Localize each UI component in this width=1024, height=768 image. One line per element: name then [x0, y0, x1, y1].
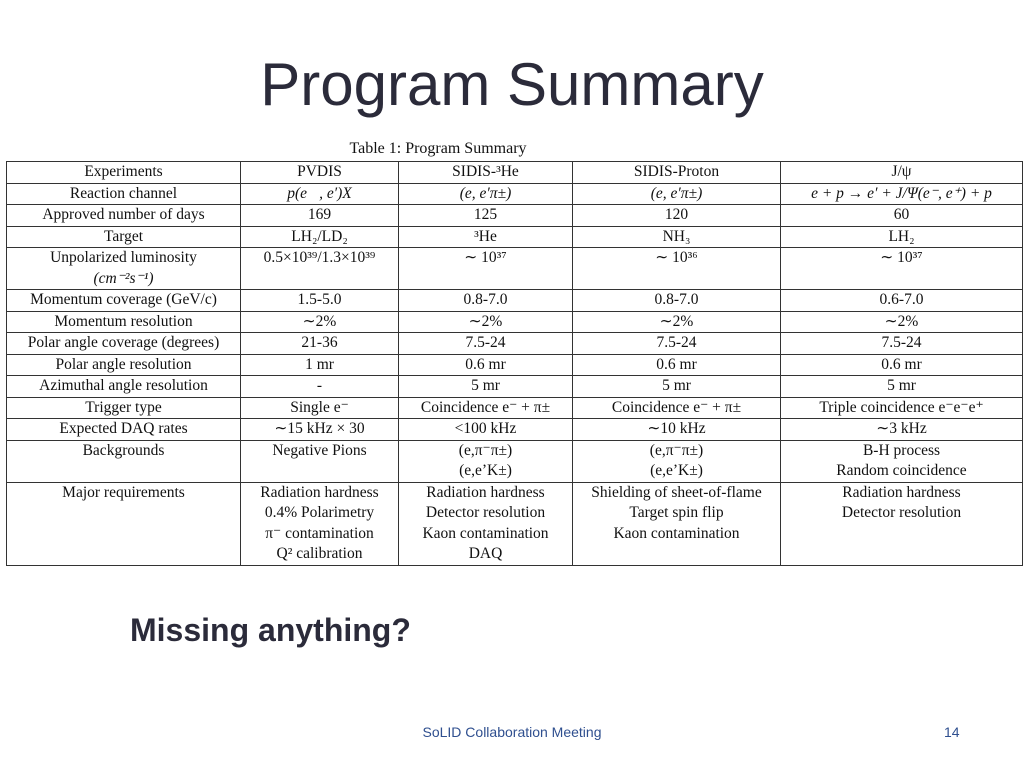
table-cell	[399, 311, 573, 333]
cell-line: ∼10 kHz	[647, 420, 706, 437]
table-cell	[241, 419, 399, 441]
cell-line: Detector resolution	[425, 504, 546, 521]
table-cell	[573, 397, 781, 419]
table-row	[7, 248, 1023, 290]
cell-line: Single e⁻	[290, 398, 349, 416]
slide-title: Program Summary	[260, 51, 764, 118]
cell-line: 0.8-7.0	[463, 291, 508, 308]
table-cell	[573, 183, 781, 205]
table-cell	[573, 419, 781, 441]
table-cell	[241, 311, 399, 333]
cell-line: ∼2%	[659, 312, 694, 330]
cell-line: ∼15 kHz × 30	[274, 420, 365, 437]
row-label-line: Unpolarized luminosity	[50, 249, 197, 266]
cell-line: Target spin flip	[629, 504, 724, 521]
table-cell	[399, 397, 573, 419]
cell-line: 0.6 mr	[881, 355, 922, 373]
table-cell	[241, 333, 399, 355]
cell-line: Q² calibration	[276, 545, 363, 562]
row-label-line: Approved number of days	[42, 206, 205, 223]
table-cell	[781, 226, 1023, 248]
cell-line: (e, e′π±)	[650, 184, 703, 202]
row-label-line: Reaction channel	[69, 184, 178, 202]
table-cell	[241, 440, 399, 482]
row-label	[7, 205, 241, 227]
table-cell	[781, 482, 1023, 565]
row-label	[7, 376, 241, 398]
row-label	[7, 226, 241, 248]
table-cell	[399, 419, 573, 441]
row-label-line: Polar angle coverage (degrees)	[27, 334, 220, 351]
table-cell	[399, 248, 573, 290]
table-row	[7, 419, 1023, 441]
table-cell	[573, 333, 781, 355]
cell-line: ∼2%	[884, 312, 919, 330]
table-cell	[573, 354, 781, 376]
row-label	[7, 482, 241, 565]
table-row	[7, 205, 1023, 227]
cell-line: Kaon contamination	[613, 524, 740, 542]
column-header-jpsi: J/ψ	[781, 162, 1023, 184]
table-cell	[781, 419, 1023, 441]
cell-line: 1 mr	[305, 355, 334, 373]
cell-line: Kaon contamination	[422, 524, 549, 542]
table-row	[7, 397, 1023, 419]
table-cell	[399, 290, 573, 312]
row-label	[7, 397, 241, 419]
cell-line: 0.6-7.0	[879, 291, 924, 308]
cell-line: (e,π⁻π±)	[649, 441, 704, 459]
table-cell	[573, 440, 781, 482]
table-cell	[399, 205, 573, 227]
column-header-sidis-proton: SIDIS-Proton	[573, 162, 781, 184]
cell-line: ∼ 10³⁷	[464, 249, 507, 266]
table-cell	[241, 482, 399, 565]
table-cell	[241, 183, 399, 205]
table-row	[7, 226, 1023, 248]
cell-line: (e,e’K±)	[650, 462, 703, 479]
cell-line: Detector resolution	[841, 504, 962, 521]
cell-line: 5 mr	[662, 377, 691, 394]
table-cell	[241, 248, 399, 290]
cell-line: ∼2%	[468, 312, 503, 330]
row-label-line: Azimuthal angle resolution	[39, 377, 208, 394]
table-cell	[781, 354, 1023, 376]
row-label	[7, 354, 241, 376]
cell-line: π⁻ contamination	[265, 524, 374, 542]
cell-line: ∼ 10³⁷	[880, 249, 923, 266]
table-cell	[573, 482, 781, 565]
table-cell	[399, 376, 573, 398]
footer-title: SoLID Collaboration Meeting	[422, 724, 602, 740]
table-cell	[399, 226, 573, 248]
table-cell	[399, 183, 573, 205]
row-label	[7, 311, 241, 333]
table-cell	[781, 205, 1023, 227]
table-cell	[781, 440, 1023, 482]
cell-line: (e,π⁻π±)	[458, 441, 513, 459]
table-cell	[573, 311, 781, 333]
table-cell	[781, 183, 1023, 205]
cell-line: LH₂	[888, 227, 915, 245]
cell-line: Negative Pions	[272, 441, 367, 459]
row-label	[7, 183, 241, 205]
cell-line: (e,e’K±)	[459, 462, 512, 479]
cell-line: 0.4% Polarimetry	[264, 504, 375, 521]
page-number: 14	[944, 724, 960, 740]
cell-line: 0.8-7.0	[654, 291, 699, 308]
table-cell	[241, 205, 399, 227]
table-row	[7, 440, 1023, 482]
missing-anything-question: Missing anything?	[130, 612, 411, 648]
cell-line: Radiation hardness	[842, 483, 961, 501]
cell-line: 1.5-5.0	[297, 291, 342, 308]
cell-line: ∼ 10³⁶	[655, 249, 698, 266]
cell-line: 125	[473, 206, 498, 223]
table-cell	[241, 376, 399, 398]
table-cell	[573, 290, 781, 312]
cell-line: ∼2%	[302, 312, 337, 330]
cell-line: Random coincidence	[836, 462, 967, 479]
cell-line: Triple coincidence e⁻e⁻e⁺	[819, 398, 984, 416]
table-cell	[573, 376, 781, 398]
cell-line: 0.6 mr	[465, 355, 506, 373]
cell-line: 5 mr	[887, 377, 916, 394]
cell-line: 21-36	[301, 334, 338, 351]
cell-line: B-H process	[862, 441, 941, 459]
program-summary-table	[6, 161, 1023, 566]
cell-line: 60	[893, 206, 910, 223]
cell-line: -	[316, 377, 323, 394]
cell-line: LH₂/LD₂	[291, 227, 348, 245]
table-row	[7, 290, 1023, 312]
row-label-line: Major requirements	[62, 483, 185, 501]
table-cell	[781, 397, 1023, 419]
table-cell	[241, 226, 399, 248]
cell-line: 7.5-24	[465, 334, 506, 351]
table-cell	[781, 248, 1023, 290]
cell-line: Coincidence e⁻ + π±	[611, 398, 742, 416]
table-cell	[399, 333, 573, 355]
row-label-line: Expected DAQ rates	[59, 420, 188, 437]
cell-line: 7.5-24	[656, 334, 697, 351]
table-cell	[781, 311, 1023, 333]
cell-line: ³He	[474, 227, 497, 245]
cell-line: p(e⃗, e′)X	[287, 184, 352, 202]
table-caption: Table 1: Program Summary	[349, 140, 527, 157]
table-row	[7, 482, 1023, 565]
row-label	[7, 290, 241, 312]
column-header-pvdis: PVDIS	[241, 162, 399, 184]
row-label-line: Target	[103, 227, 144, 245]
table-header-row	[7, 162, 1023, 184]
cell-line: 7.5-24	[881, 334, 922, 351]
table-cell	[573, 205, 781, 227]
cell-line: DAQ	[468, 545, 503, 562]
table-cell	[399, 482, 573, 565]
table-cell	[241, 397, 399, 419]
table-cell	[399, 440, 573, 482]
table-row	[7, 311, 1023, 333]
table-cell	[573, 226, 781, 248]
table-row	[7, 354, 1023, 376]
cell-line: <100 kHz	[454, 420, 517, 437]
cell-line: NH₃	[662, 227, 691, 245]
table-cell	[781, 290, 1023, 312]
table-cell	[241, 290, 399, 312]
row-label	[7, 419, 241, 441]
cell-line: e + p → e′ + J/Ψ(e⁻, e⁺) + p	[811, 184, 992, 202]
row-label-line: Polar angle resolution	[55, 355, 192, 373]
row-label-line: Momentum coverage (GeV/c)	[30, 291, 217, 308]
table-body	[7, 183, 1023, 565]
cell-line: Radiation hardness	[260, 483, 379, 501]
table-cell	[399, 354, 573, 376]
table-cell	[241, 354, 399, 376]
table-row	[7, 333, 1023, 355]
row-label	[7, 333, 241, 355]
cell-line: Shielding of sheet-of-flame	[591, 483, 762, 501]
row-label-line: Trigger type	[85, 398, 162, 416]
cell-line: (e, e′π±)	[459, 184, 512, 202]
row-label	[7, 440, 241, 482]
cell-line: Radiation hardness	[426, 483, 545, 501]
cell-line: 0.6 mr	[656, 355, 697, 373]
table-row	[7, 183, 1023, 205]
cell-line: ∼3 kHz	[876, 420, 927, 437]
column-header-experiments: Experiments	[7, 162, 241, 184]
table-cell	[573, 248, 781, 290]
table-cell	[781, 333, 1023, 355]
row-label-line: Backgrounds	[82, 441, 165, 459]
cell-line: 120	[664, 206, 689, 223]
row-label	[7, 248, 241, 290]
column-header-sidis-he3: SIDIS-³He	[399, 162, 573, 184]
cell-line: 0.5×10³⁹/1.3×10³⁹	[263, 249, 376, 266]
row-label-line: (cm⁻²s⁻¹)	[93, 269, 154, 287]
cell-line: 5 mr	[471, 377, 500, 394]
cell-line: Coincidence e⁻ + π±	[420, 398, 551, 416]
table-cell	[781, 376, 1023, 398]
table-row	[7, 376, 1023, 398]
cell-line: 169	[307, 206, 332, 223]
row-label-line: Momentum resolution	[54, 312, 193, 330]
